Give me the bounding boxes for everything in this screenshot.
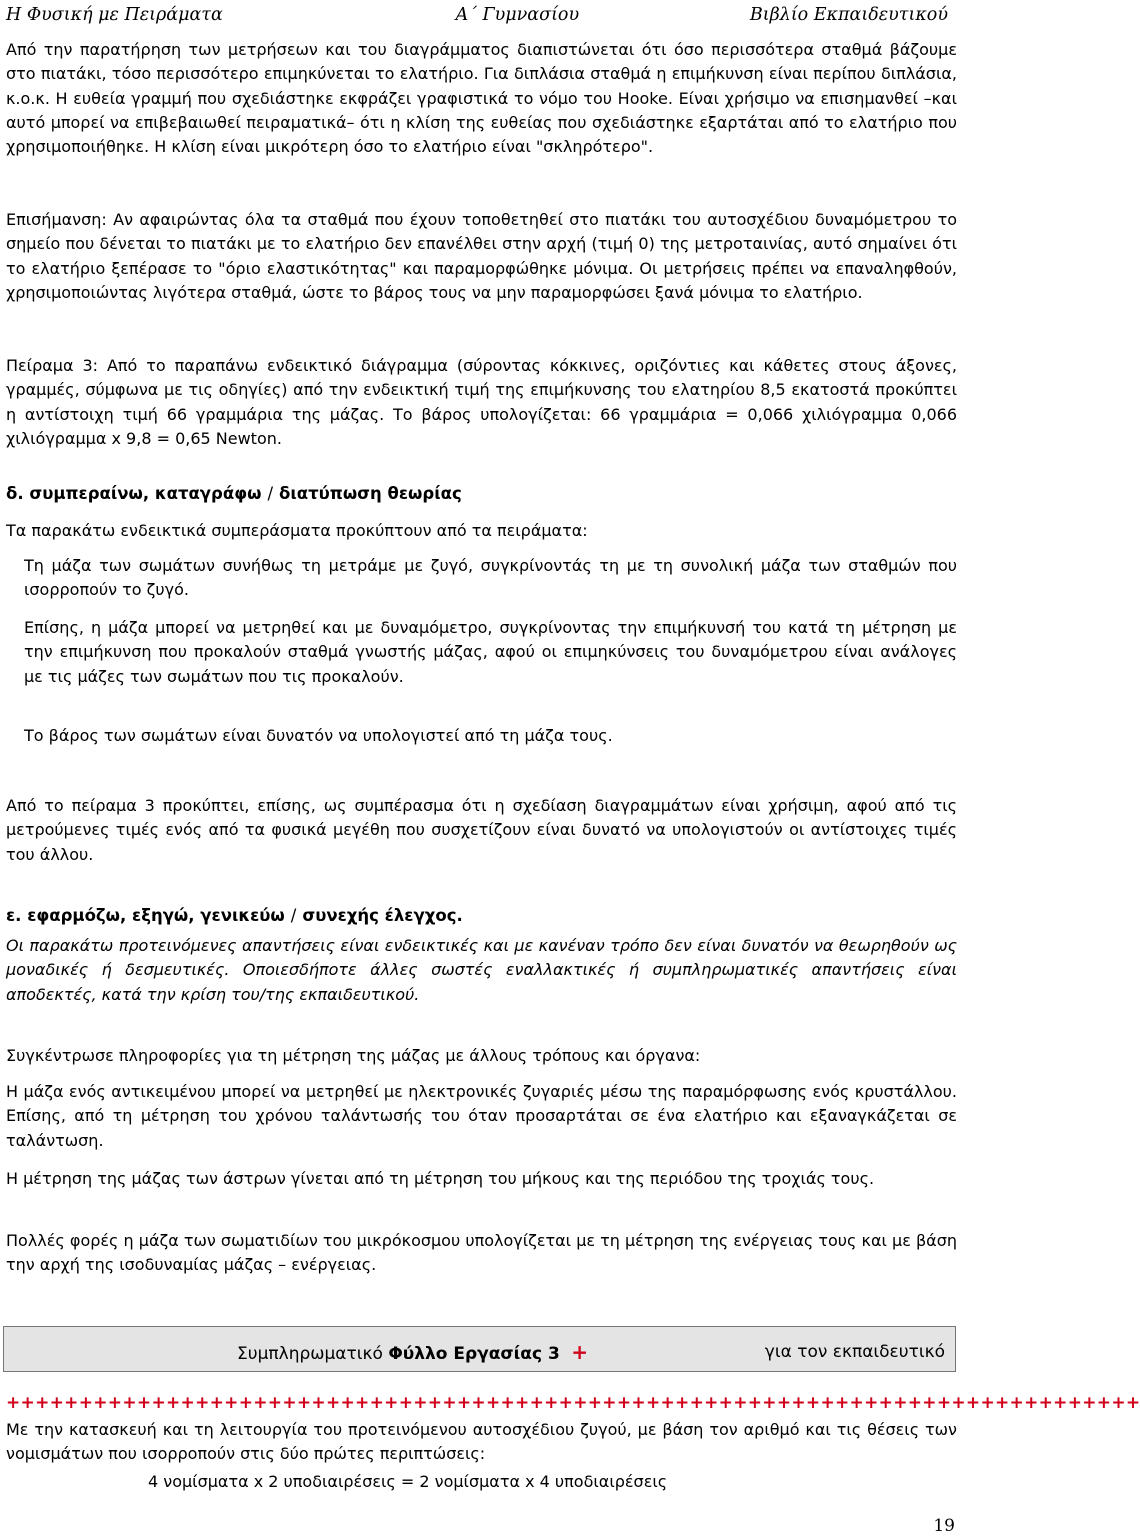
header-title: Η Φυσική με Πειράματα <box>6 5 223 25</box>
section-d-heading-right: διατύπωση θεωρίας <box>279 484 462 503</box>
conclusion-1: Τη μάζα των σωμάτων συνήθως τη μετράμε με ζυγό, συγκρίνοντάς τη με τη συνολική μάζα των σταθμών που ισορροπούν το ζυγό. <box>24 556 957 600</box>
header-book: Βιβλίο Εκπαιδευτικού <box>749 5 948 25</box>
section-d-heading-left: δ. συμπεραίνω, καταγράφω <box>6 484 262 503</box>
section-e-heading-right: συνεχής έλεγχος. <box>302 906 463 925</box>
header-grade: Α΄ Γυμνασίου <box>455 5 580 25</box>
answer-2: Η μέτρηση της μάζας των άστρων γίνεται από τη μέτρηση του μήκους και της περιόδου της τροχιάς τους. <box>6 1169 875 1188</box>
section-d-after-paragraph: Από το πείραμα 3 προκύπτει, επίσης, ως συμπέρασμα ότι η σχεδίαση διαγραμμάτων είναι χρήσιμη, αφού από τις μετρούμενες τιμές ενός από τα φυσικά μεγέθη που συσχετίζουν είναι δυνατό να υπολογιστούν οι αντίστοιχες τιμές του άλλου. <box>6 796 957 864</box>
section-e-slash: / <box>290 906 297 925</box>
section-e-question: Συγκέντρωσε πληροφορίες για τη μέτρηση της μάζας με άλλους τρόπους και όργανα: <box>6 1046 701 1065</box>
intro-paragraph-note: Επισήμανση: Αν αφαιρώντας όλα τα σταθμά που έχουν τοποθετηθεί στο πιατάκι του αυτοσχέδιου δυναμόμετρου το σημείο που δένεται το πιατάκι με το ελατήριο δεν επανέλθει στην αρχή (τιμή 0) της μετροταινίας, αυτό σημαίνει ότι το ελατήριο ξεπέρασε το "όριο ελαστικότητας" και παραμορφώθηκε μόνιμα. Οι μετρήσεις πρέπει να επαναληφθούν, χρησιμοποιώντας λιγότερα σταθμά, ώστε το βάρος τους να μην παραμορφώσει ξανά μόνιμα το ελατήριο. <box>6 210 957 302</box>
section-d-lead: Τα παρακάτω ενδεικτικά συμπεράσματα προκύπτουν από τα πειράματα: <box>6 521 588 540</box>
section-d-heading <box>6 482 462 506</box>
section-d-slash: / <box>267 484 274 503</box>
intro-paragraph-hooke: Από την παρατήρηση των μετρήσεων και του διαγράμματος διαπιστώνεται ότι όσο περισσότερα σταθμά βάζουμε στο πιατάκι, τόσο περισσότερο επιμηκύνεται το ελατήριο. Για διπλάσια σταθμά η επιμήκυνση είναι περίπου διπλάσια, κ.ο.κ. Η ευθεία γραμμή που σχεδιάστηκε εκφράζει γραφιστικά το νόμο του Hooke. Είναι χρήσιμο να επισημανθεί –και αυτό μπορεί να επιβεβαιωθεί πειραματικά– ότι η κλίση της ευθείας που σχεδιάστηκε εξαρτάται από το ελατήριο που χρησιμοποιήθηκε. Η κλίση είναι μικρότερη όσο το ελατήριο είναι "σκληρότερο". <box>6 40 957 157</box>
worksheet-suffix: για τον εκπαιδευτικό <box>764 1342 945 1362</box>
plus-divider: ++++++++++++++++++++++++++++++++++++++++++++++++++++++++++++++++++++++++++++++ <box>6 1393 1140 1413</box>
worksheet-prefix: Συμπληρωματικό <box>237 1344 383 1364</box>
plus-icon: + <box>571 1340 588 1364</box>
experiment-3-paragraph: Πείραμα 3: Από το παραπάνω ενδεικτικό διάγραμμα (σύροντας κόκκινες, οριζόντιες και κάθετες στους άξονες, γραμμές, σύμφωνα με τις οδηγίες) από την ενδεικτική τιμή της επιμήκυνσης του ελατηρίου 8,5 εκατοστά προκύπτει η αντίστοιχη τιμή 66 γραμμάρια της μάζας. Το βάρος υπολογίζεται: 66 γραμμάρια = 0,066 χιλιόγραμμα 0,066 χιλιόγραμμα x 9,8 = 0,65 Newton. <box>6 356 957 448</box>
answer-3: Πολλές φορές η μάζα των σωματιδίων του μικρόκοσμου υπολογίζεται με τη μέτρηση της ενέργειας τους και με βάση την αρχή της ισοδυναμίας μάζας – ενέργειας. <box>6 1231 957 1275</box>
page-header <box>6 0 948 30</box>
worksheet-banner <box>3 1326 956 1372</box>
page-number: 19 <box>933 1516 955 1536</box>
conclusion-3: Το βάρος των σωμάτων είναι δυνατόν να υπολογιστεί από τη μάζα τους. <box>24 726 613 745</box>
section-e-heading-left: ε. εφαρμόζω, εξηγώ, γενικεύω <box>6 906 285 925</box>
footer-equation: 4 νομίσματα x 2 υποδιαιρέσεις = 2 νομίσματα x 4 υποδιαιρέσεις <box>148 1472 668 1491</box>
worksheet-bold: Φύλλο Εργασίας 3 <box>388 1344 560 1364</box>
section-e-note: Οι παρακάτω προτεινόμενες απαντήσεις είναι ενδεικτικές και με κανέναν τρόπο δεν είναι δυνατόν να θεωρηθούν ως μοναδικές ή δεσμευτικές. Οποιεσδήποτε άλλες σωστές εναλλακτικές ή συμπληρωματικές απαντήσεις είναι αποδεκτές, κατά την κρίση του/της εκπαιδευτικού. <box>6 936 957 1004</box>
footer-paragraph: Με την κατασκευή και τη λειτουργία του προτεινόμενου αυτοσχέδιου ζυγού, με βάση τον αριθμό και τις θέσεις των νομισμάτων που ισορροπούν στις δύο πρώτες περιπτώσεις: <box>6 1420 957 1464</box>
conclusion-2: Επίσης, η μάζα μπορεί να μετρηθεί και με δυναμόμετρο, συγκρίνοντας την επιμήκυνσή του κατά τη μέτρηση με την επιμήκυνση που προκαλούν σταθμά γνωστής μάζας, αφού οι επιμηκύνσεις του δυναμόμετρου είναι ανάλογες με τις μάζες των σωμάτων που τις προκαλούν. <box>24 618 957 686</box>
worksheet-title <box>237 1330 588 1376</box>
section-e-heading <box>6 904 463 928</box>
answer-1: Η μάζα ενός αντικειμένου μπορεί να μετρηθεί με ηλεκτρονικές ζυγαριές μέσω της παραμόρφωσης ενός κρυστάλλου. Επίσης, από τη μέτρηση του χρόνου ταλάντωσής του όταν προσαρτάται σε ένα ελατήριο και εξαναγκάζεται σε ταλάντωση. <box>6 1082 957 1150</box>
